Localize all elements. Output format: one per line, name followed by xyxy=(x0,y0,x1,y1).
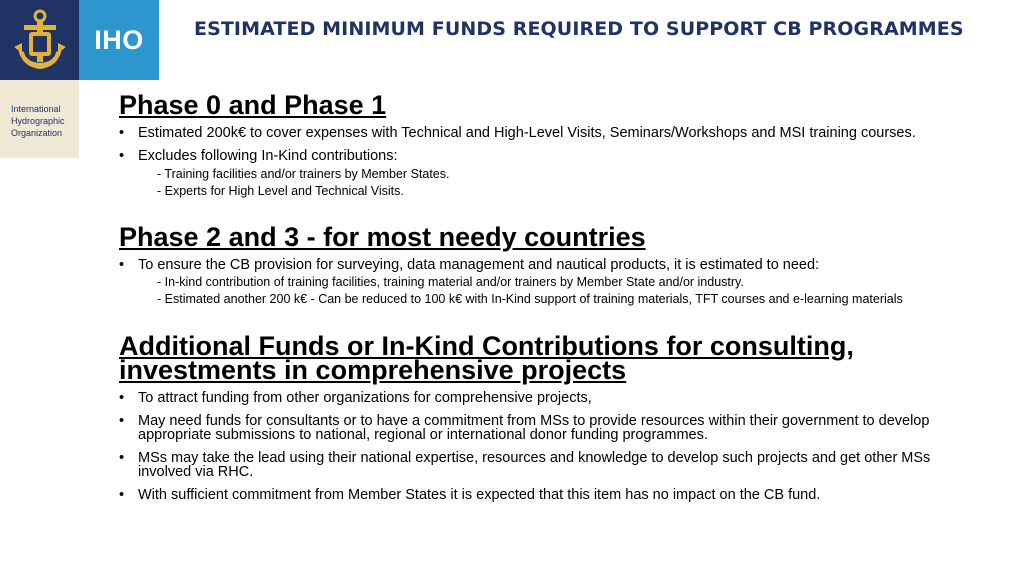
sub-item: - In-kind contribution of training facilities, training material and/or trainers by Member State and/or industry. xyxy=(157,275,744,289)
bullet-text: With sufficient commitment from Member States it is expected that this item has no impact on the CB fund. xyxy=(138,487,821,503)
org-line-1: International xyxy=(11,104,61,114)
anchor-emblem-icon xyxy=(12,7,68,73)
list-item: • To ensure the CB provision for surveying, data management and nautical products, it is estimated to need: xyxy=(119,257,820,273)
iho-logo-text: IHO xyxy=(94,24,144,55)
iho-emblem-logo xyxy=(0,0,79,80)
section-phase-0-1 xyxy=(119,92,949,197)
sub-item: - Estimated another 200 k€ - Can be reduced to 100 k€ with In-Kind support of training materials, TFT courses and e-learning materials xyxy=(157,292,903,306)
org-line-2: Hydrographic xyxy=(11,116,65,126)
list-item: • Excludes following In-Kind contributions: xyxy=(119,148,398,164)
list-item: • May need funds for consultants or to have a commitment from MSs to provide resources within their government to develop appropriate submissions to national, regional or international donor funding programmes. xyxy=(119,413,930,443)
bullet-text: To attract funding from other organizations for comprehensive projects, xyxy=(138,390,592,406)
page-title: ESTIMATED MINIMUM FUNDS REQUIRED TO SUPPORT CB PROGRAMMES xyxy=(194,18,964,40)
bullet-text: Estimated 200k€ to cover expenses with Technical and High-Level Visits, Seminars/Workshops and MSI training courses. xyxy=(138,125,916,141)
list-item: • To attract funding from other organizations for comprehensive projects, xyxy=(119,390,592,406)
bullet-text: May need funds for consultants or to have a commitment from MSs to provide resources within their government to develop appropriate submissions to national, regional or international donor funding programmes. xyxy=(138,413,930,443)
section-heading: Additional Funds or In-Kind Contributions for consulting, investments in comprehensive projects xyxy=(119,331,854,385)
section-heading: Phase 0 and Phase 1 xyxy=(119,90,387,120)
bullet-text: Excludes following In-Kind contributions: xyxy=(138,148,398,164)
sub-item: - Training facilities and/or trainers by Member States. xyxy=(157,167,450,181)
org-line-3: Organization xyxy=(11,128,63,138)
section-phase-2-3 xyxy=(119,224,949,305)
slide-content xyxy=(119,90,949,502)
iho-logo xyxy=(79,0,159,80)
list-item: • Estimated 200k€ to cover expenses with Technical and High-Level Visits, Seminars/Workshops and MSI training courses. xyxy=(119,125,916,141)
list-item: • With sufficient commitment from Member States it is expected that this item has no impact on the CB fund. xyxy=(119,487,821,503)
bullet-text: To ensure the CB provision for surveying, data management and nautical products, it is estimated to need: xyxy=(138,257,820,273)
organization-name-block xyxy=(0,80,79,158)
section-heading: Phase 2 and 3 - for most needy countries xyxy=(119,222,646,252)
section-additional-funds xyxy=(119,331,949,503)
bullet-text: MSs may take the lead using their national expertise, resources and knowledge to develop such projects and get other MSs involved via RHC. xyxy=(138,450,931,480)
list-item: • MSs may take the lead using their national expertise, resources and knowledge to develop such projects and get other MSs involved via RHC. xyxy=(119,450,931,480)
sub-item: - Experts for High Level and Technical Visits. xyxy=(157,184,404,198)
